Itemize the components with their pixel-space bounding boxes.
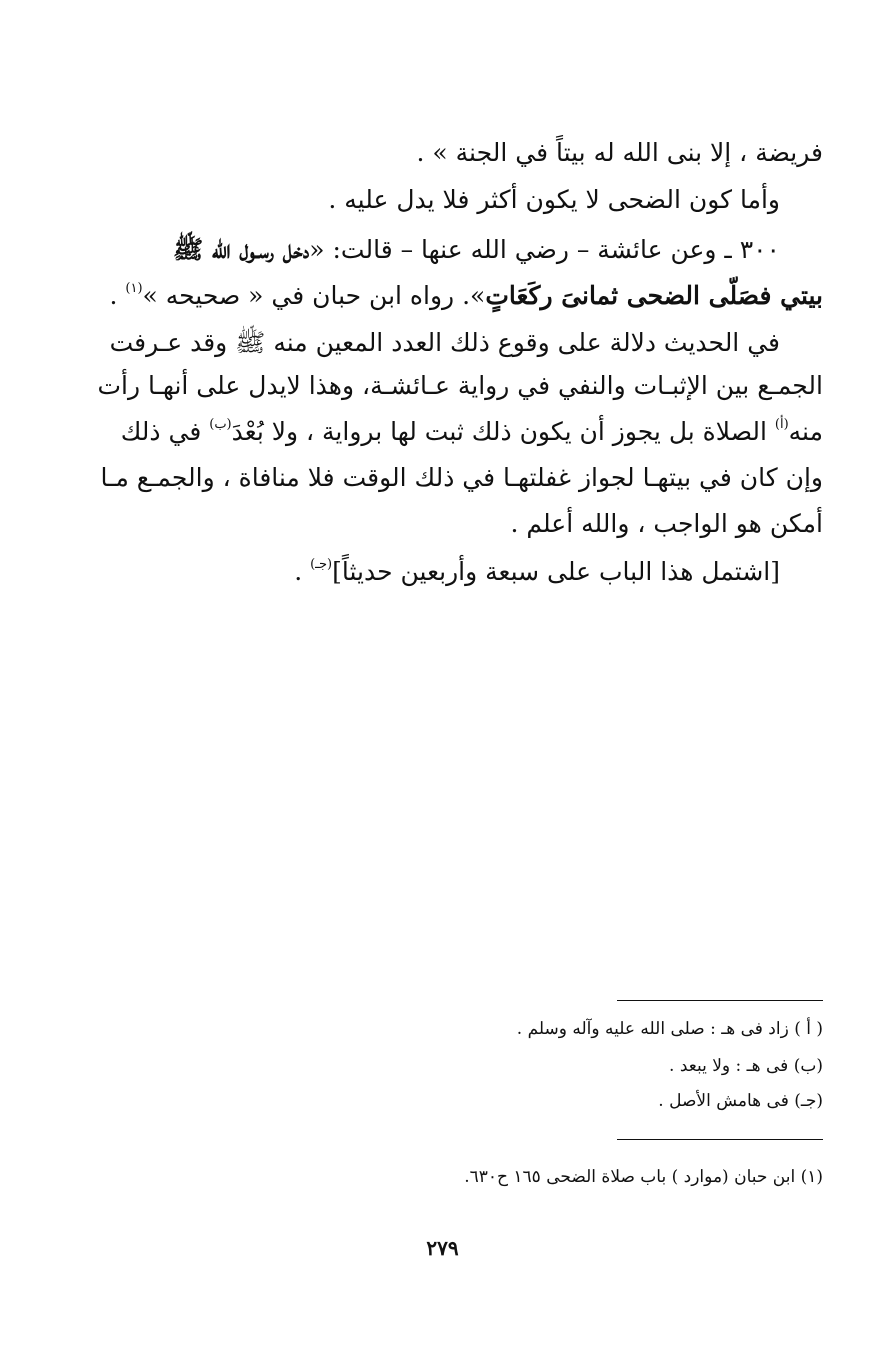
text-line-7-b: الصلاة بل يجوز أن يكون ذلك ثبت لها برواية ، ولا بُعْدَ bbox=[231, 417, 775, 446]
variant-notes-divider bbox=[617, 1000, 823, 1001]
text-line-9 bbox=[511, 508, 824, 540]
chapter-summary bbox=[294, 556, 780, 588]
text-line-8 bbox=[101, 462, 824, 494]
text-line-6 bbox=[97, 370, 823, 402]
variant-note-b-text: (ب) فى هـ : ولا يبعد . bbox=[669, 1056, 823, 1076]
variant-note-a bbox=[517, 1017, 823, 1041]
text-line-2-content: وأما كون الضحى لا يكون أكثر فلا يدل عليه . bbox=[328, 185, 780, 214]
text-line-7-c: في ذلك bbox=[120, 417, 210, 446]
text-line-5-content: في الحديث دلالة على وقوع ذلك العدد المعين منه ﷺ وقد عـرفت bbox=[109, 328, 780, 357]
hadith-quote-start: دخل رسـول الله ﷺ bbox=[173, 235, 310, 264]
hadith-300-start bbox=[173, 234, 780, 266]
text-line-8-content: وإن كان في بيتهـا لجواز غفلتهـا في ذلك الوقت فلا منافاة ، والجمـع مـا bbox=[100, 463, 823, 492]
hadith-source: ». رواه ابن حبان في « صحيحه » bbox=[142, 281, 486, 310]
text-line-7-a: منه bbox=[788, 417, 823, 446]
text-line-2 bbox=[328, 184, 780, 216]
text-line-5 bbox=[110, 327, 780, 359]
footnote-1-text: (١) ابن حبان (موارد ) باب صلاة الضحى ١٦٥ ح٦٣٠. bbox=[464, 1167, 823, 1187]
variant-note-c bbox=[658, 1089, 823, 1113]
text-line-1 bbox=[417, 137, 823, 169]
chapter-summary-text: [اشتمل هذا الباب على سبعة وأربعين حديثاً] bbox=[332, 557, 780, 586]
variant-note-b bbox=[669, 1054, 823, 1078]
footnote-1 bbox=[464, 1165, 823, 1189]
footnote-ref-1: (١) bbox=[125, 281, 143, 296]
line-end-dot: . bbox=[109, 281, 126, 310]
line-end-dot: . bbox=[294, 557, 311, 586]
text-line-9-content: أمكن هو الواجب ، والله أعلم . bbox=[510, 509, 823, 538]
text-line-7 bbox=[121, 416, 823, 448]
variant-note-a-text: ( أ ) زاد فى هـ : صلى الله عليه وآله وسلم . bbox=[516, 1019, 823, 1039]
page-number: ٢٧٩ bbox=[426, 1236, 459, 1260]
text-line-6-content: الجمـع بين الإثبـات والنفي في رواية عـائشـة، وهذا لايدل على أنهـا رأت bbox=[97, 371, 823, 400]
footnotes-divider bbox=[617, 1139, 823, 1140]
hadith-300-end bbox=[109, 280, 823, 312]
variant-note-c-text: (جـ) فى هامش الأصل . bbox=[658, 1091, 823, 1111]
hadith-quote-end: بيتي فصَلّى الضحى ثمانىَ ركَعَاتٍ bbox=[485, 281, 823, 310]
variant-ref-a: (أ) bbox=[774, 417, 789, 432]
text-line-1-content: فريضة ، إلا بنى الله له بيتاً في الجنة » . bbox=[416, 138, 823, 167]
variant-ref-c: (جـ) bbox=[310, 557, 333, 572]
hadith-number-intro: ٣٠٠ ـ وعن عائشة – رضي الله عنها – قالت: « bbox=[309, 235, 780, 264]
variant-ref-b: (ب) bbox=[209, 417, 232, 432]
